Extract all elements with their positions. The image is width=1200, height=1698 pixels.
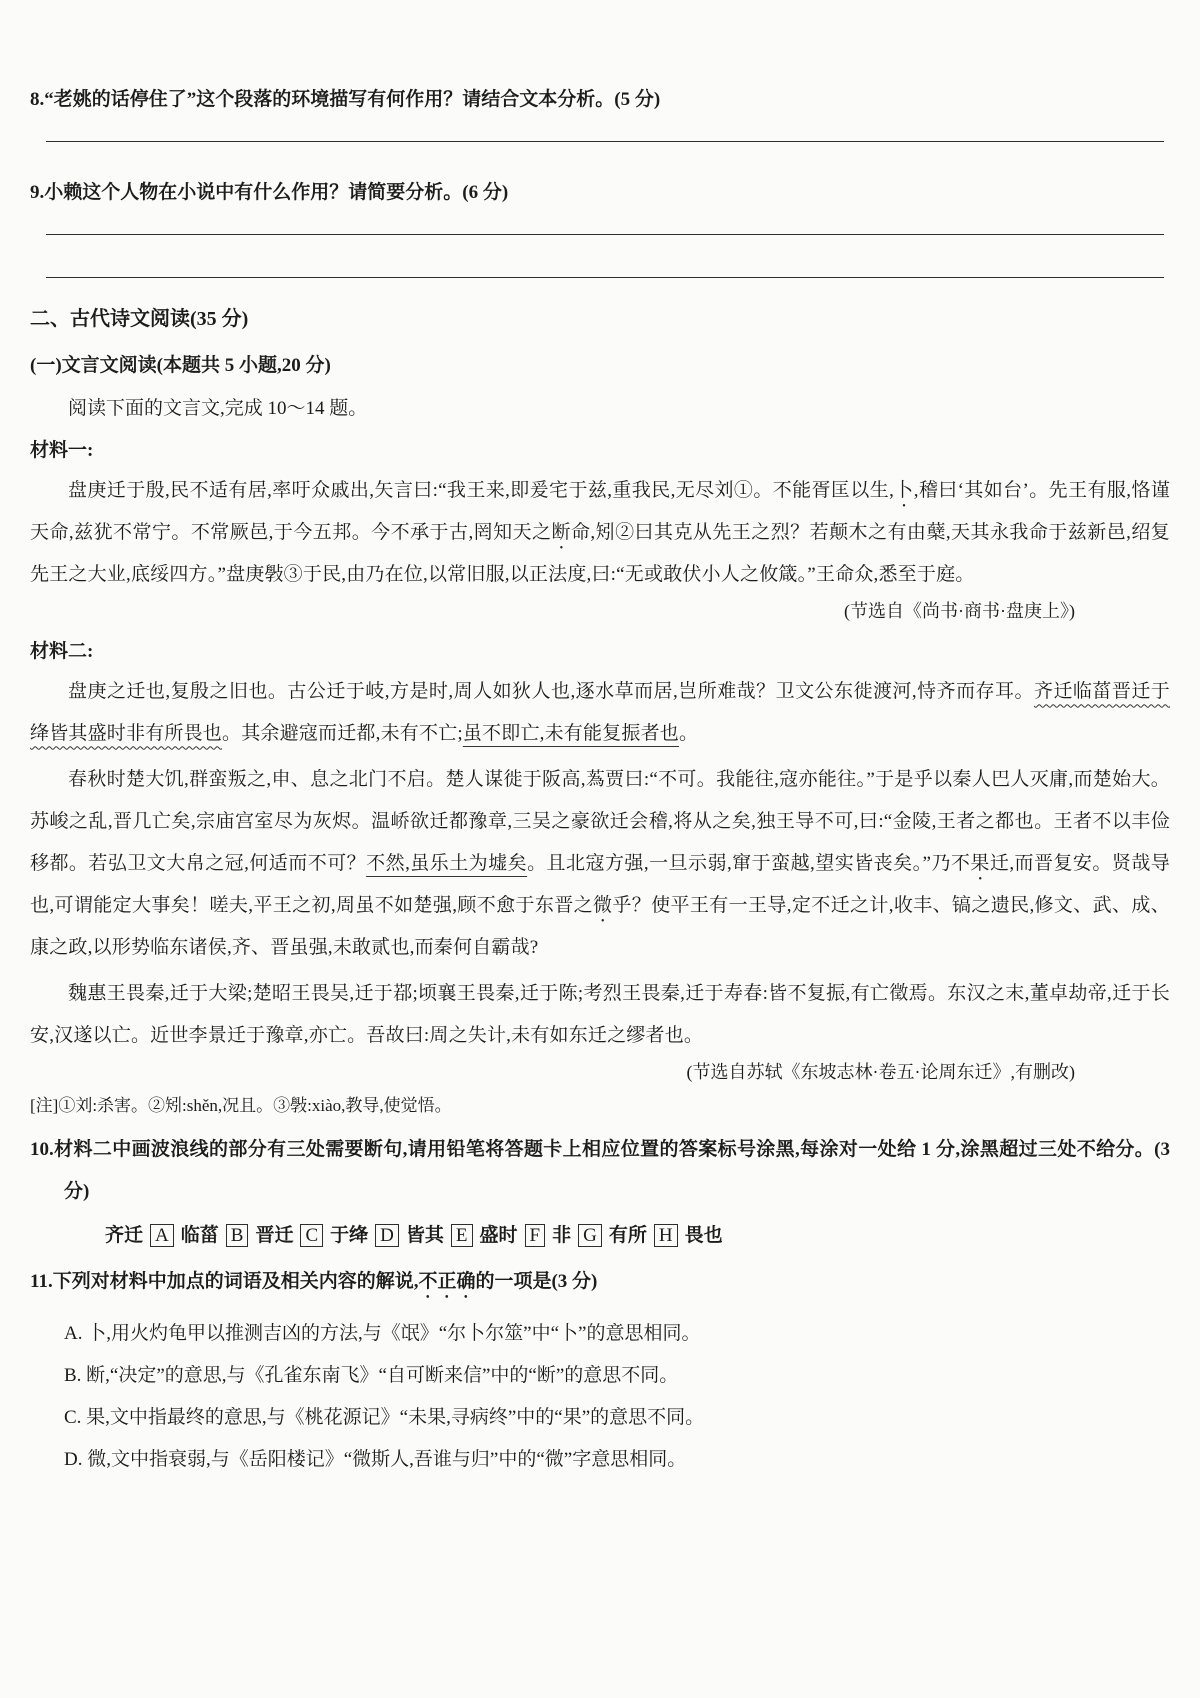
question-8-block bbox=[30, 85, 1170, 142]
question-10-block bbox=[30, 1129, 1170, 1253]
option-c: C. 果,文中指最终的意思,与《桃花源记》“未果,寻病终”中的“果”的意思不同。 bbox=[64, 1406, 705, 1428]
question-10-stem: 10.材料二中画波浪线的部分有三处需要断句,请用铅笔将答题卡上相应位置的答案标号涂黑,每涂对一处给 1 分,涂黑超过三处不给分。(3 分) bbox=[30, 1138, 1170, 1202]
option-b: B. 断,“决定”的意思,与《孔雀东南飞》“自可断来信”中的“断”的意思不同。 bbox=[64, 1364, 679, 1386]
footnote: [注]①刘:杀害。②矧:shěn,况且。③斅:xiào,教导,使觉悟。 bbox=[30, 1095, 452, 1115]
question-11-block bbox=[30, 1267, 1170, 1481]
material-1-block bbox=[30, 436, 1170, 625]
material-2-source: (节选自苏轼《东坡志林·卷五·论周东迁》,有删改) bbox=[686, 1061, 1075, 1082]
question-11-options bbox=[30, 1313, 1170, 1481]
material-1-source: (节选自《尚书·商书·盘庚上》) bbox=[844, 600, 1075, 621]
option-d: D. 微,文中指衰弱,与《岳阳楼记》“微斯人,吾谁与归”中的“微”字意思相同。 bbox=[64, 1448, 687, 1470]
material-1-label: 材料一: bbox=[30, 439, 94, 461]
subsection-1-title: (一)文言文阅读(本题共 5 小题,20 分) bbox=[30, 354, 331, 376]
question-11-stem: 11.下列对材料中加点的词语及相关内容的解说,不正确的一项是(3 分) bbox=[30, 1270, 598, 1292]
material-2-paragraph-3: 魏惠王畏秦,迁于大梁;楚昭王畏吴,迁于鄀;顷襄王畏秦,迁于陈;考烈王畏秦,迁于寿春:皆不复振,有亡徵焉。东汉之末,董卓劫帝,迁于长安,汉遂以亡。近世李景迁于豫章,亦亡。吾故曰:周之失计,未有如东迁之缪者也。 bbox=[30, 982, 1170, 1046]
material-2-paragraph-2: 春秋时楚大饥,群蛮叛之,申、息之北门不启。楚人谋徙于阪高,蒍贾曰:“不可。我能往,寇亦能往。”于是乎以秦人巴人灭庸,而楚始大。苏峻之乱,晋几亡矣,宗庙宫室尽为灰烬。温峤欲迁都豫章,三吴之豪欲迁会稽,将从之矣,独王导不可,曰:“金陵,王者之都也。王者不以丰俭移都。若弘卫文大帛之冠,何适而不可？不然,虽乐土为墟矣。且北寇方强,一旦示弱,窜于蛮越,望实皆丧矣。”乃不果迁,而晋复安。贤哉导也,可谓能定大事矣！嗟夫,平王之初,周虽不如楚强,顾不愈于东晋之微乎？使平王有一王导,定不迁之计,收丰、镐之遗民,修文、武、成、康之政,以形势临东诸侯,齐、晋虽强,未敢贰也,而秦何自霸哉? bbox=[30, 768, 1171, 958]
question-8-stem: 8.“老姚的话停住了”这个段落的环境描写有何作用？请结合文本分析。(5 分) bbox=[30, 89, 661, 110]
question-9-stem: 9.小赖这个人物在小说中有什么作用？请简要分析。(6 分) bbox=[30, 182, 509, 203]
section-2-title: 二、古代诗文阅读(35 分) bbox=[30, 308, 249, 330]
question-9-block bbox=[30, 178, 1170, 278]
material-2-paragraph-1: 盘庚之迁也,复殷之旧也。古公迁于岐,方是时,周人如狄人也,逐水草而居,岂所难哉？卫文公东徙渡河,恃齐而存耳。齐迁临菑晋迁于绛皆其盛时非有所畏也。其余避寇而迁都,未有不亡;虽不即亡,未有能复振者也。 bbox=[30, 680, 1170, 744]
option-a: A. 卜,用火灼龟甲以推测吉凶的方法,与《氓》“尔卜尔筮”中“卜”的意思相同。 bbox=[64, 1322, 701, 1344]
material-2-block bbox=[30, 637, 1170, 1086]
answer-line-q9-2 bbox=[46, 277, 1164, 278]
answer-line-q8 bbox=[46, 141, 1164, 142]
reading-instruction: 阅读下面的文言文,完成 10～14 题。 bbox=[68, 397, 368, 419]
material-2-label: 材料二: bbox=[30, 640, 94, 662]
question-10-segmentation-line: 齐迁 A 临菑 B 晋迁 C 于绛 D 皆其 E 盛时 F 非 G 有所 H 畏也 bbox=[105, 1224, 723, 1246]
material-1-paragraph: 盘庚迁于殷,民不适有居,率吁众戚出,矢言曰:“我王来,即爰宅于兹,重我民,无尽刘①。不能胥匡以生,卜,稽曰‘其如台’。先王有服,恪谨天命,兹犹不常宁。不常厥邑,于今五邦。今不承于古,罔知天之断命,矧②曰其克从先王之烈？若颠木之有由蘖,天其永我命于兹新邑,绍复先王之大业,底绥四方。”盘庚斅③于民,由乃在位,以常旧服,以正法度,曰:“无或敢伏小人之攸箴。”王命众,悉至于庭。 bbox=[30, 479, 1171, 585]
answer-line-q9-1 bbox=[46, 234, 1164, 235]
